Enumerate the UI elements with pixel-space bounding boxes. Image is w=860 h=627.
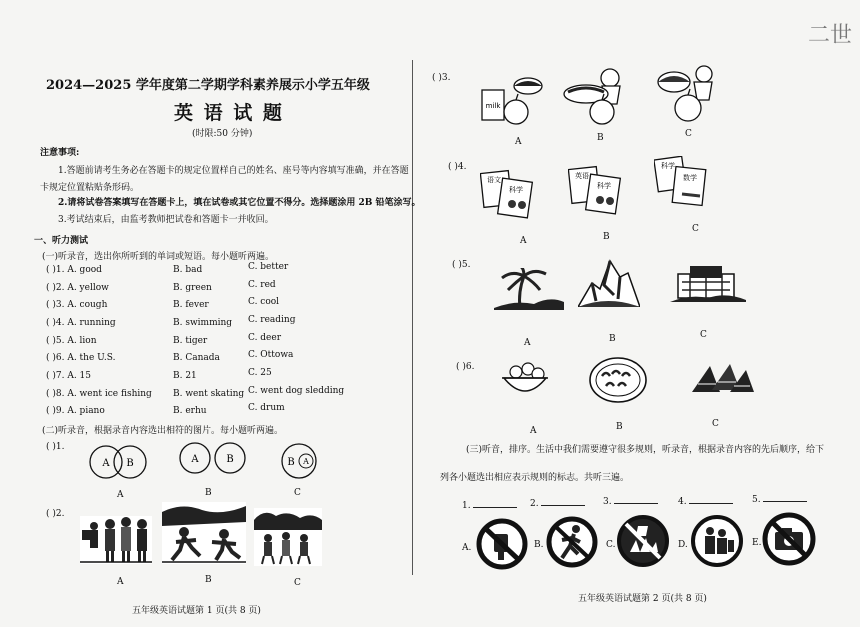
q1-option-a: A (117, 490, 124, 500)
venn-overlap-image (86, 444, 152, 480)
q2-option-c: C (294, 578, 301, 588)
children-playing-image (254, 508, 322, 566)
notice-1b: 卡规定位置粘贴条形码。 (40, 183, 140, 193)
q2-option-a: A (117, 577, 124, 587)
part3-line2: 列各小题选出相应表示规则的标志。共听三遍。 (440, 473, 630, 483)
milk-label: milk (485, 102, 501, 110)
exam-title: 英 语 试 题 (174, 102, 284, 124)
list-item: ( )4. A. running (46, 318, 116, 328)
list-item: C. red (248, 280, 276, 290)
q4-label: ( )4. (448, 162, 467, 172)
list-item: B. bad (173, 265, 203, 275)
q1-option-c: C (294, 488, 301, 498)
notice-heading: 注意事项: (40, 148, 80, 158)
q5-option-b: B (609, 334, 616, 344)
part1-heading: (一)听录音，选出你所听到的单词或短语。每小题听两遍。 (42, 252, 275, 262)
venn-separate-image (178, 440, 248, 476)
order-blank-4[interactable]: 4. (678, 494, 733, 507)
notice-3: 3.考试结束后，由监考教师把试卷和答题卡一并收回。 (58, 215, 274, 225)
tangyuan-bowl-image (500, 360, 550, 400)
science-math-books-image (654, 156, 710, 210)
list-item: B. erhu (173, 406, 207, 416)
list-item: C. 25 (248, 368, 272, 378)
q4-option-b: B (603, 232, 610, 242)
right-page-footer: 五年级英语试题第 2 页(共 8 页) (578, 594, 707, 604)
q6-option-c: C (712, 419, 719, 429)
dumplings-plate-image (588, 356, 648, 404)
q4-option-c: C (692, 224, 699, 234)
list-item: ( )9. A. piano (46, 406, 105, 416)
english-science-books-image (568, 164, 624, 216)
q6-option-a: A (530, 426, 537, 436)
corner-handwriting: 二世 (808, 23, 853, 48)
book-title: 数学 (683, 174, 697, 182)
list-item: ( )6. A. the U.S. (46, 353, 116, 363)
no-trampling-grass-sign-icon (616, 514, 670, 568)
list-item: B. 21 (173, 371, 197, 381)
order-blank-3[interactable]: 3. (603, 494, 658, 507)
palm-beach-image (494, 268, 564, 310)
section-listening: 一、听力测试 (34, 236, 89, 246)
page-divider (412, 60, 413, 575)
venn-letter-b: B (287, 457, 295, 468)
sign-label-e: E. (752, 538, 762, 548)
list-item: C. reading (248, 315, 296, 325)
list-item: ( )3. A. cough (46, 300, 108, 310)
zongzi-image (690, 360, 756, 396)
q5-option-a: A (524, 338, 531, 348)
order-blank-1[interactable]: 1. (462, 498, 517, 511)
q3-option-a: A (515, 137, 522, 147)
q3-option-c: C (685, 129, 692, 139)
order-blank-5[interactable]: 5. (752, 492, 807, 505)
list-item: B. fever (173, 300, 209, 310)
list-item: ( )2. A. yellow (46, 283, 109, 293)
venn-inside-image (278, 442, 320, 480)
book-title: 语文 (487, 176, 501, 184)
no-photos-hand-sign-icon (476, 518, 528, 570)
list-item: C. deer (248, 333, 282, 343)
book-title: 科学 (597, 182, 611, 190)
q2-option-b: B (205, 575, 212, 585)
part3-line1: (三)听音，排序。生活中我们需要遵守很多规则，听录音，根据录音内容的先后顺序，给下 (466, 445, 825, 455)
list-item: ( )7. A. 15 (46, 371, 92, 381)
list-item: C. Ottowa (248, 350, 294, 360)
venn-letter-b: B (226, 454, 234, 465)
list-item: C. cool (248, 297, 280, 307)
mountain-image (578, 255, 640, 307)
venn-letter-a: A (191, 454, 199, 465)
sign-label-b: B. (534, 540, 544, 550)
part2-heading: (二)听录音，根据录音内容选出相符的图片。每小题听两遍。 (42, 426, 284, 436)
q6-option-b: B (616, 422, 623, 432)
rice-juice-apple-image (654, 64, 718, 124)
no-running-sign-icon (546, 516, 598, 568)
list-item: C. better (248, 262, 289, 272)
notice-1a: 1.答题前请考生务必在答题卡的规定位置样自己的姓名、座号等内容填写准确，并在答题 (58, 166, 409, 176)
sign-label-d: D. (678, 540, 688, 550)
people-listening-image (80, 510, 152, 564)
q3-label: ( )3. (432, 73, 451, 83)
q5-option-c: C (700, 330, 707, 340)
list-item: ( )5. A. lion (46, 336, 97, 346)
list-item: B. Canada (173, 353, 220, 363)
list-item: C. drum (248, 403, 285, 413)
noodles-juice-apple-image (562, 64, 634, 128)
kungfu-image (162, 502, 246, 564)
list-item: ( )8. A. went ice fishing (46, 389, 152, 399)
list-item: B. tiger (173, 336, 208, 346)
list-item: C. went dog sledding (248, 386, 345, 396)
list-item: ( )1. A. good (46, 265, 102, 275)
chinese-science-books-image (480, 168, 536, 220)
q4-option-a: A (520, 236, 527, 246)
notice-2: 2.请将试卷答案填写在答题卡上，填在试卷或其它位置不得分。选择题涂用 2B 铅笔涂写。 (58, 198, 421, 208)
list-item: B. green (173, 283, 212, 293)
exam-header: 2024—2025 学年度第二学期学科素养展示小学五年级 (46, 78, 370, 93)
q1-label: ( )1. (46, 442, 65, 452)
sign-label-c: C. (606, 540, 616, 550)
venn-letter-a: A (102, 458, 110, 469)
q5-label: ( )5. (452, 260, 471, 270)
list-item: B. swimming (173, 318, 233, 328)
time-limit: (时限:50 分钟) (192, 129, 253, 139)
queue-sign-icon (690, 514, 744, 568)
book-title: 科学 (661, 162, 675, 170)
q6-label: ( )6. (456, 362, 475, 372)
milk-apple-rice-image (478, 70, 546, 128)
left-page-footer: 五年级英语试题第 1 页(共 8 页) (132, 606, 261, 616)
palace-image (670, 262, 746, 302)
q1-option-b: B (205, 488, 212, 498)
q3-option-b: B (597, 133, 604, 143)
venn-letter-b: B (126, 458, 134, 469)
order-blank-2[interactable]: 2. (530, 496, 585, 509)
sign-label-a: A. (462, 543, 472, 553)
venn-letter-a: A (303, 457, 309, 466)
no-photography-sign-icon (762, 512, 816, 566)
list-item: B. went skating (173, 389, 245, 399)
book-title: 科学 (509, 186, 523, 194)
book-title: 英语 (575, 172, 589, 180)
q2-label: ( )2. (46, 509, 65, 519)
